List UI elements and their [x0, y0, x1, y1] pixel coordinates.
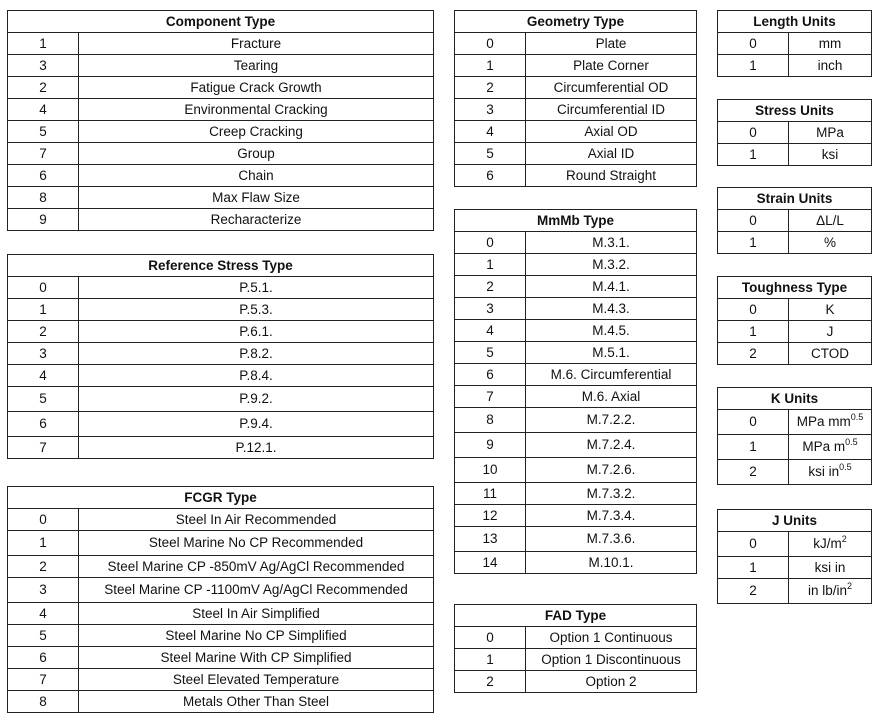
code-cell: 3 — [8, 343, 79, 365]
code-cell: 0 — [718, 33, 789, 55]
table-row — [8, 625, 434, 647]
table-row — [8, 578, 434, 603]
table-row — [455, 458, 697, 483]
code-cell: 2 — [455, 276, 526, 298]
code-cell: 0 — [718, 299, 789, 321]
table-row — [718, 232, 872, 254]
table-row — [718, 343, 872, 365]
table-row — [455, 55, 697, 77]
table-row — [455, 364, 697, 386]
code-cell: 2 — [718, 579, 789, 604]
table-row — [455, 527, 697, 552]
code-cell: 4 — [8, 603, 79, 625]
table-row — [455, 143, 697, 165]
strain-units-table — [717, 187, 872, 254]
code-cell: 1 — [718, 321, 789, 343]
table-row — [8, 209, 434, 231]
label-cell — [789, 460, 872, 485]
label-cell: J — [789, 321, 872, 343]
code-cell: 1 — [455, 254, 526, 276]
component-type-table — [7, 10, 434, 231]
label-cell: M.7.3.4. — [526, 505, 697, 527]
code-cell: 9 — [455, 433, 526, 458]
label-cell: P.9.2. — [79, 387, 434, 412]
table-row — [8, 165, 434, 187]
table-row — [455, 33, 697, 55]
label-cell: M.6. Circumferential — [526, 364, 697, 386]
table-row — [718, 210, 872, 232]
label-cell: Plate — [526, 33, 697, 55]
code-cell: 4 — [8, 365, 79, 387]
table-row — [455, 505, 697, 527]
label-cell: M.7.3.2. — [526, 483, 697, 505]
label-cell — [789, 410, 872, 435]
code-cell: 1 — [8, 299, 79, 321]
table-row — [8, 669, 434, 691]
k-units-table — [717, 387, 872, 485]
table-row — [8, 437, 434, 459]
toughness-type-table — [717, 276, 872, 365]
code-cell: 1 — [455, 55, 526, 77]
unit-exponent: 0.5 — [845, 437, 858, 447]
label-cell — [789, 532, 872, 557]
code-cell: 0 — [718, 410, 789, 435]
table-row — [455, 342, 697, 364]
unit-exponent: 0.5 — [850, 412, 864, 422]
code-cell: 5 — [8, 121, 79, 143]
label-cell: M.7.2.6. — [526, 458, 697, 483]
code-cell: 11 — [455, 483, 526, 505]
label-cell: M.7.2.4. — [526, 433, 697, 458]
length-units-table — [717, 10, 872, 77]
label-cell — [789, 557, 872, 579]
label-cell: P.8.2. — [79, 343, 434, 365]
table-row — [718, 122, 872, 144]
table-row — [455, 671, 697, 693]
code-cell: 0 — [455, 232, 526, 254]
table-row — [455, 483, 697, 505]
table-row — [8, 33, 434, 55]
table-row — [455, 649, 697, 671]
code-cell: 1 — [718, 55, 789, 77]
label-cell: ksi — [789, 144, 872, 166]
label-cell — [789, 435, 872, 460]
code-cell: 5 — [455, 342, 526, 364]
table-row — [718, 299, 872, 321]
code-cell: 3 — [455, 99, 526, 121]
label-cell: P.12.1. — [79, 437, 434, 459]
mmmb-type-table — [454, 209, 697, 574]
code-cell: 12 — [455, 505, 526, 527]
code-cell: 5 — [8, 387, 79, 412]
label-cell: M.10.1. — [526, 552, 697, 574]
label-cell: Max Flaw Size — [79, 187, 434, 209]
table-row — [455, 254, 697, 276]
label-cell: Steel Marine No CP Recommended — [79, 531, 434, 556]
table-title: Toughness Type — [718, 277, 872, 299]
label-cell: Steel In Air Simplified — [79, 603, 434, 625]
table-row — [718, 579, 872, 604]
code-cell: 0 — [455, 627, 526, 649]
table-row — [455, 121, 697, 143]
label-cell: Environmental Cracking — [79, 99, 434, 121]
label-cell: Group — [79, 143, 434, 165]
unit-label: in lb/in — [807, 583, 848, 598]
label-cell: Steel Marine CP -1100mV Ag/AgCl Recommended — [79, 578, 434, 603]
table-row — [8, 121, 434, 143]
table-row — [718, 33, 872, 55]
code-cell: 1 — [718, 144, 789, 166]
label-cell: P.5.1. — [79, 277, 434, 299]
code-cell: 6 — [455, 165, 526, 187]
j-units-table — [717, 509, 872, 604]
code-cell: 7 — [8, 143, 79, 165]
table-title: Stress Units — [718, 100, 872, 122]
label-cell: Circumferential OD — [526, 77, 697, 99]
table-title: Length Units — [718, 11, 872, 33]
label-cell: CTOD — [789, 343, 872, 365]
table-row — [8, 187, 434, 209]
table-row — [8, 299, 434, 321]
code-cell: 2 — [718, 460, 789, 485]
code-cell: 14 — [455, 552, 526, 574]
label-cell: Plate Corner — [526, 55, 697, 77]
label-cell: Option 1 Continuous — [526, 627, 697, 649]
label-cell: M.4.5. — [526, 320, 697, 342]
code-cell: 1 — [8, 531, 79, 556]
table-row — [455, 232, 697, 254]
table-row — [8, 531, 434, 556]
code-cell: 2 — [455, 77, 526, 99]
label-cell: M.5.1. — [526, 342, 697, 364]
label-cell: Option 2 — [526, 671, 697, 693]
code-cell: 8 — [455, 408, 526, 433]
table-row — [8, 556, 434, 578]
label-cell: Recharacterize — [79, 209, 434, 231]
label-cell: K — [789, 299, 872, 321]
code-cell: 6 — [8, 412, 79, 437]
code-cell: 0 — [718, 532, 789, 557]
code-cell: 7 — [8, 669, 79, 691]
table-row — [718, 321, 872, 343]
label-cell: P.9.4. — [79, 412, 434, 437]
code-cell: 0 — [718, 122, 789, 144]
code-cell: 8 — [8, 187, 79, 209]
code-cell: 0 — [8, 277, 79, 299]
table-row — [455, 386, 697, 408]
label-cell: P.5.3. — [79, 299, 434, 321]
table-row — [455, 99, 697, 121]
geometry-type-table — [454, 10, 697, 187]
label-cell: Steel In Air Recommended — [79, 509, 434, 531]
table-row — [8, 99, 434, 121]
code-cell: 1 — [718, 557, 789, 579]
unit-label: MPa m — [802, 439, 846, 454]
table-row — [8, 55, 434, 77]
code-cell: 4 — [455, 320, 526, 342]
table-row — [455, 320, 697, 342]
label-cell: % — [789, 232, 872, 254]
label-cell: Circumferential ID — [526, 99, 697, 121]
code-cell: 1 — [718, 435, 789, 460]
label-cell: Steel Marine With CP Simplified — [79, 647, 434, 669]
label-cell: M.3.1. — [526, 232, 697, 254]
table-title: MmMb Type — [455, 210, 697, 232]
label-cell: Axial OD — [526, 121, 697, 143]
label-cell — [789, 579, 872, 604]
code-cell: 7 — [455, 386, 526, 408]
table-row — [718, 435, 872, 460]
code-cell: 6 — [8, 165, 79, 187]
table-row — [8, 321, 434, 343]
table-row — [455, 627, 697, 649]
code-cell: 1 — [718, 232, 789, 254]
code-cell: 2 — [8, 321, 79, 343]
code-cell: 9 — [8, 209, 79, 231]
table-row — [8, 691, 434, 713]
table-row — [8, 647, 434, 669]
code-cell: 6 — [455, 364, 526, 386]
table-row — [455, 433, 697, 458]
table-row — [455, 408, 697, 433]
code-cell: 0 — [8, 509, 79, 531]
unit-label: ksi in — [814, 559, 846, 575]
label-cell: M.6. Axial — [526, 386, 697, 408]
label-cell: Axial ID — [526, 143, 697, 165]
code-cell: 3 — [8, 578, 79, 603]
label-cell: M.4.1. — [526, 276, 697, 298]
unit-exponent: 0.5 — [839, 462, 852, 472]
code-cell: 4 — [455, 121, 526, 143]
label-cell: MPa — [789, 122, 872, 144]
code-cell: 2 — [455, 671, 526, 693]
label-cell: M.7.3.6. — [526, 527, 697, 552]
table-row — [718, 460, 872, 485]
table-row — [8, 603, 434, 625]
label-cell: Steel Marine CP -850mV Ag/AgCl Recommended — [79, 556, 434, 578]
table-row — [455, 298, 697, 320]
code-cell: 10 — [455, 458, 526, 483]
code-cell: 8 — [8, 691, 79, 713]
label-cell: P.8.4. — [79, 365, 434, 387]
table-row — [8, 365, 434, 387]
unit-label: kJ/m — [813, 536, 842, 551]
code-cell: 5 — [455, 143, 526, 165]
unit-exponent: 2 — [847, 581, 853, 591]
code-cell: 0 — [455, 33, 526, 55]
code-cell: 1 — [455, 649, 526, 671]
table-row — [718, 410, 872, 435]
label-cell: Steel Marine No CP Simplified — [79, 625, 434, 647]
table-title: Strain Units — [718, 188, 872, 210]
table-title: FCGR Type — [8, 487, 434, 509]
table-row — [8, 277, 434, 299]
label-cell: M.3.2. — [526, 254, 697, 276]
label-cell: inch — [789, 55, 872, 77]
code-cell: 13 — [455, 527, 526, 552]
label-cell: Option 1 Discontinuous — [526, 649, 697, 671]
label-cell: M.7.2.2. — [526, 408, 697, 433]
table-row — [718, 532, 872, 557]
code-cell: 4 — [8, 99, 79, 121]
table-row — [718, 55, 872, 77]
fad-type-table — [454, 604, 697, 693]
table-row — [8, 143, 434, 165]
code-cell: 7 — [8, 437, 79, 459]
code-cell: 6 — [8, 647, 79, 669]
label-cell: M.4.3. — [526, 298, 697, 320]
table-row — [718, 557, 872, 579]
table-row — [8, 509, 434, 531]
table-title: FAD Type — [455, 605, 697, 627]
table-row — [718, 144, 872, 166]
code-cell: 5 — [8, 625, 79, 647]
code-cell: 2 — [8, 556, 79, 578]
fcgr-type-table — [7, 486, 434, 713]
table-row — [8, 412, 434, 437]
code-cell: 2 — [718, 343, 789, 365]
unit-exponent: 2 — [841, 534, 847, 544]
unit-label: MPa mm — [796, 414, 851, 429]
reference-stress-type-table — [7, 254, 434, 459]
label-cell: Chain — [79, 165, 434, 187]
label-cell: Fatigue Crack Growth — [79, 77, 434, 99]
stress-units-table — [717, 99, 872, 166]
table-title: Geometry Type — [455, 11, 697, 33]
label-cell: P.6.1. — [79, 321, 434, 343]
unit-label: ksi in — [808, 464, 840, 479]
label-cell: ΔL/L — [789, 210, 872, 232]
table-title: J Units — [718, 510, 872, 532]
code-cell: 1 — [8, 33, 79, 55]
code-cell: 3 — [8, 55, 79, 77]
table-row — [455, 77, 697, 99]
table-row — [8, 343, 434, 365]
label-cell: Round Straight — [526, 165, 697, 187]
table-row — [455, 552, 697, 574]
code-cell: 3 — [455, 298, 526, 320]
label-cell: Steel Elevated Temperature — [79, 669, 434, 691]
table-title: Component Type — [8, 11, 434, 33]
label-cell: Creep Cracking — [79, 121, 434, 143]
table-title: K Units — [718, 388, 872, 410]
table-row — [455, 276, 697, 298]
code-cell: 2 — [8, 77, 79, 99]
table-row — [8, 387, 434, 412]
code-cell: 0 — [718, 210, 789, 232]
table-row — [455, 165, 697, 187]
label-cell: mm — [789, 33, 872, 55]
label-cell: Tearing — [79, 55, 434, 77]
table-title: Reference Stress Type — [8, 255, 434, 277]
label-cell: Fracture — [79, 33, 434, 55]
label-cell: Metals Other Than Steel — [79, 691, 434, 713]
table-row — [8, 77, 434, 99]
